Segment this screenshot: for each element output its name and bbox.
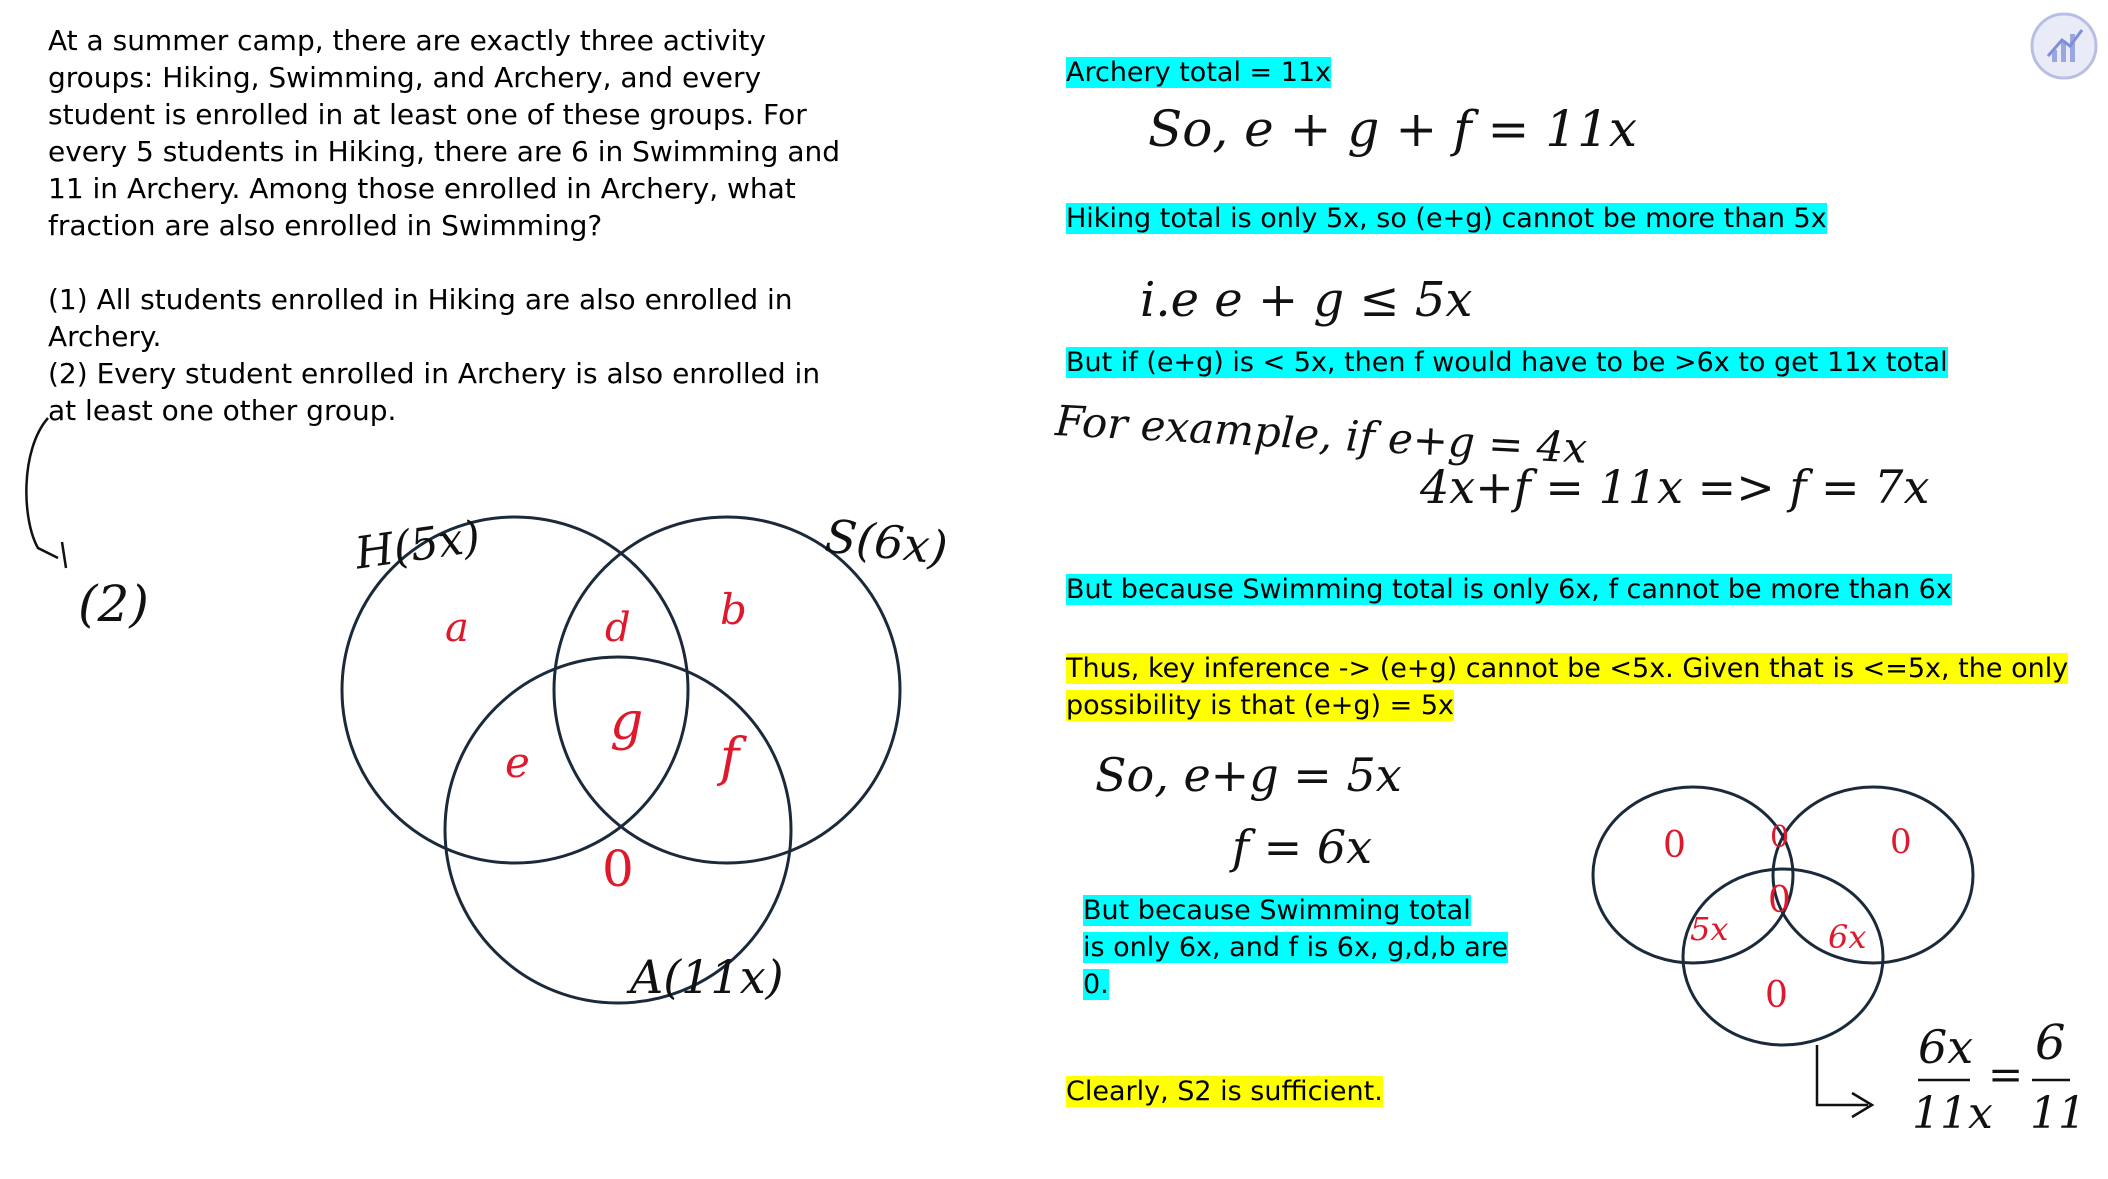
pointer-label: (2) xyxy=(78,575,149,633)
pointer-arrow xyxy=(26,418,66,568)
venn-label-swimming: S(6x) xyxy=(822,508,951,576)
region-a: a xyxy=(445,605,469,651)
venn-label-hiking: H(5x) xyxy=(352,511,484,580)
venn2-right: 6x xyxy=(1828,918,1867,956)
region-d: d xyxy=(605,605,631,651)
region-zero: 0 xyxy=(602,840,634,898)
hand-ineq: i.e e + g ≤ 5x xyxy=(1140,272,1473,328)
problem-line: fraction are also enrolled in Swimming? xyxy=(48,209,603,242)
venn-label-archery: A(11x) xyxy=(630,950,784,1004)
note-zero-regions: But because Swimming total is only 6x, and f is 6x, g,d,b are 0. xyxy=(1083,895,1508,1000)
region-g: g xyxy=(610,692,644,752)
note-swimming-limit: But because Swimming total is only 6x, f cannot be more than 6x xyxy=(1066,574,1952,605)
fraction-right-denominator: 11 xyxy=(2030,1088,2086,1139)
fraction-right-numerator: 6 xyxy=(2035,1015,2066,1071)
note-key-inference: Thus, key inference -> (e+g) cannot be <5x. Given that is <=5x, the only possibility is that (e+g) = 5x xyxy=(1066,653,2069,721)
note-conclusion: Clearly, S2 is sufficient. xyxy=(1066,1076,1383,1107)
region-e: e xyxy=(505,738,530,787)
venn2-tl: 0 xyxy=(1663,825,1686,866)
brand-logo-icon xyxy=(2028,10,2100,82)
statement-line: at least one other group. xyxy=(48,394,397,427)
venn2-circle-right xyxy=(1773,787,1973,963)
problem-line: student is enrolled in at least one of these groups. For xyxy=(48,98,807,131)
problem-line: every 5 students in Hiking, there are 6 in Swimming and xyxy=(48,135,840,168)
region-f: f xyxy=(720,728,740,788)
note-hiking-total: Hiking total is only 5x, so (e+g) cannot be more than 5x xyxy=(1066,203,1827,234)
hand-so-eg: So, e+g = 5x xyxy=(1095,748,1402,802)
note-if-less: But if (e+g) is < 5x, then f would have to be >6x to get 11x total xyxy=(1066,347,1948,378)
statement-line: (2) Every student enrolled in Archery is also enrolled in xyxy=(48,357,821,390)
venn2-tm: 0 xyxy=(1770,820,1790,855)
note-archery-total: Archery total = 11x xyxy=(1066,57,1332,88)
fraction-equals: = xyxy=(1988,1050,2024,1099)
hand-eq-sum: So, e + g + f = 11x xyxy=(1148,100,1638,158)
problem-line: 11 in Archery. Among those enrolled in Archery, what xyxy=(48,172,796,205)
venn2-left: 5x xyxy=(1690,910,1729,948)
fraction-left-numerator: 6x xyxy=(1918,1020,1974,1074)
fraction-left-denominator: 11x xyxy=(1912,1088,1993,1139)
region-b: b xyxy=(720,585,747,634)
venn-circle-swimming xyxy=(554,517,900,863)
venn2-bottom: 0 xyxy=(1765,975,1788,1016)
statement-line: (1) All students enrolled in Hiking are also enrolled in xyxy=(48,283,793,316)
hand-example: For example, if e+g = 4x xyxy=(1054,396,1589,473)
hand-f-value: f = 6x xyxy=(1232,820,1373,874)
venn2-tr: 0 xyxy=(1890,822,1912,862)
statement-line: Archery. xyxy=(48,320,162,353)
result-arrow xyxy=(1817,1045,1872,1117)
venn2-center: 0 xyxy=(1768,880,1791,921)
hand-example-calc: 4x+f = 11x => f = 7x xyxy=(1420,460,1930,514)
problem-line: At a summer camp, there are exactly three activity xyxy=(48,24,766,57)
problem-line: groups: Hiking, Swimming, and Archery, and every xyxy=(48,61,762,94)
